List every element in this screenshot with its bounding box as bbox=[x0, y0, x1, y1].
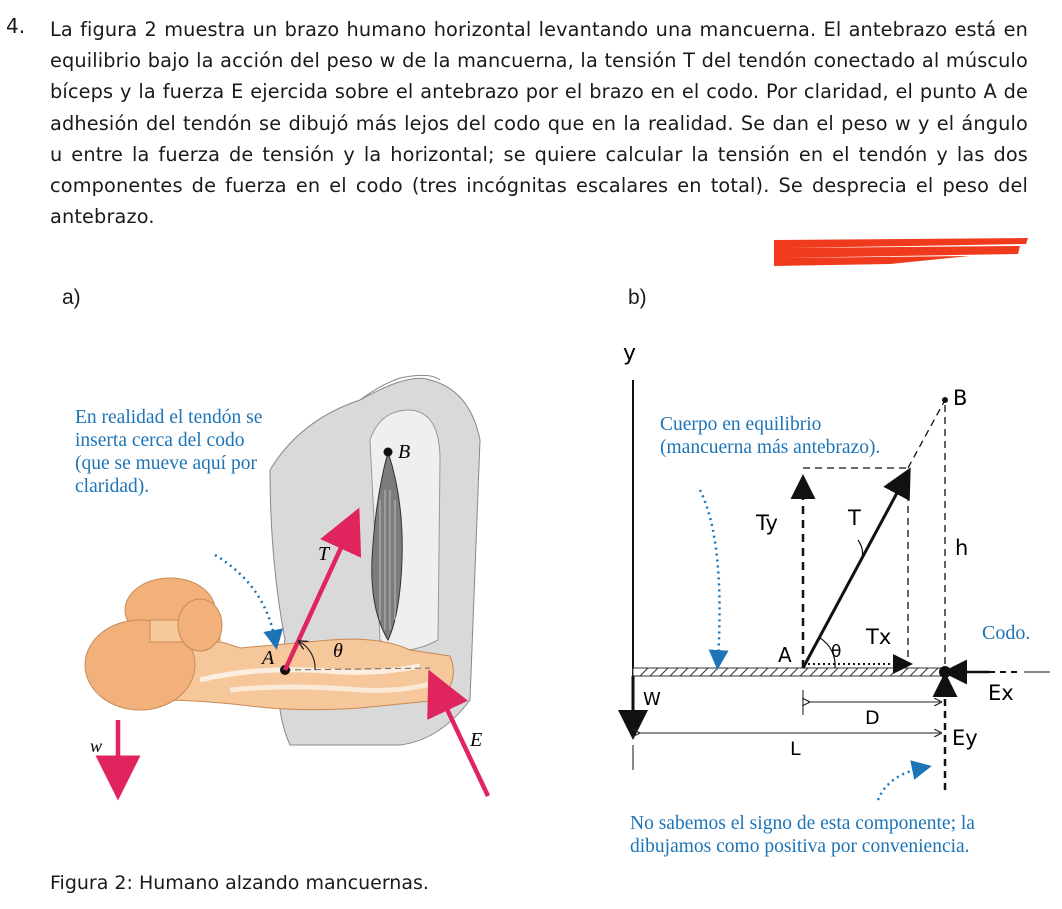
note-a-pointer bbox=[215, 555, 275, 640]
problem-text: La figura 2 muestra un brazo humano horizontal levantando una mancuerna. El antebrazo está en equilibrio bajo la acción del peso w de la mancuerna, la tensión T del tendón conectado al músculo bíceps y la fuerza E ejercida sobre el antebrazo por el brazo en el codo. Por claridad, el punto A de adhesión del tendón se dibujó más lejos del codo que en la realidad. Se dan el peso w y el ángulo u entre la fuerza de tensión y la horizontal; se quiere calcular la tensión en el tendón y las dos componentes de fuerza en el codo (tres incógnitas escalares en total). Se desprecia el peso del antebrazo. bbox=[50, 18, 1028, 229]
b-label-codo: Codo. bbox=[982, 622, 1031, 644]
b-label-Ey: Ey bbox=[952, 726, 978, 750]
b-axis-y: y bbox=[623, 341, 637, 366]
b-label-A: A bbox=[778, 643, 792, 667]
b-label-W: W bbox=[643, 689, 661, 710]
b-label-Tx: Tx bbox=[866, 625, 892, 649]
a-label-E: E bbox=[470, 729, 483, 751]
b-label-B: B bbox=[953, 386, 968, 410]
b-label-Ty: Ty bbox=[756, 511, 778, 535]
panel-b-sign-note: No sabemos el signo de esta componente; la dibujamos como positiva por conveniencia. bbox=[630, 813, 975, 857]
b-label-L: L bbox=[790, 738, 801, 760]
b-point-b bbox=[942, 397, 948, 403]
elbow-point bbox=[939, 666, 951, 678]
panel-b-body-note: Cuerpo en equilibrio (mancuerna más antebrazo). bbox=[660, 414, 881, 458]
a-label-B: B bbox=[398, 441, 411, 463]
b-label-Ex: Ex bbox=[988, 681, 1014, 705]
panel-a-label: a) bbox=[62, 286, 81, 309]
point-b-dot bbox=[384, 448, 393, 457]
figure-caption: Figura 2: Humano alzando mancuernas. bbox=[50, 872, 429, 894]
a-label-A: A bbox=[262, 647, 275, 669]
note-b2-pointer bbox=[878, 768, 922, 800]
panel-a-note: En realidad el tendón se inserta cerca del codo (que se mueve aquí por claridad). bbox=[75, 407, 263, 497]
a-label-theta: θ bbox=[333, 640, 343, 662]
a-label-w: w bbox=[90, 736, 103, 756]
a-label-T: T bbox=[318, 543, 330, 565]
b-label-D: D bbox=[865, 707, 880, 729]
note-b1-pointer bbox=[700, 490, 720, 660]
problem-number: 4. bbox=[6, 14, 26, 38]
b-label-theta: θ bbox=[831, 642, 842, 662]
b-label-T: T bbox=[848, 506, 861, 530]
panel-b-label: b) bbox=[628, 286, 647, 309]
forearm-bar bbox=[633, 668, 945, 676]
b-label-h: h bbox=[955, 536, 969, 560]
